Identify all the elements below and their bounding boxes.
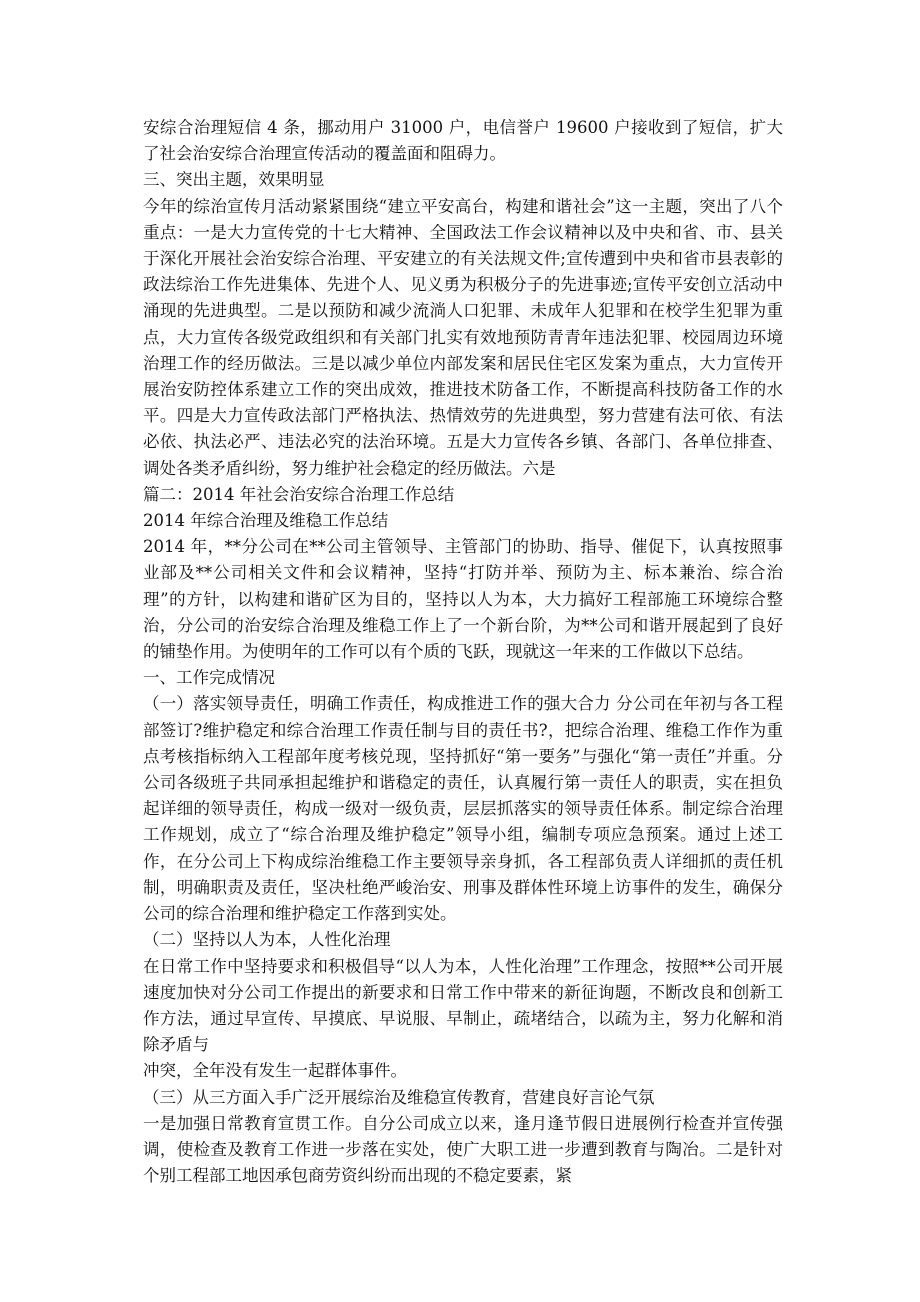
paragraph-education-detail: 一是加强日常教育宣贯工作。自分公司成立以来，逢月逢节假日进展例行检查并宣传强调，使检查及教育工作进一步落在实处，使广大职工进一步遭到教育与陶冶。二是针对个别工程部工地因承包商劳资纠纷而出现的不稳定要素，紧 <box>143 1113 783 1186</box>
heading-people-oriented: （二）坚持以人为本，人性化治理 <box>143 930 391 950</box>
paragraph-no-incidents: 冲突，全年没有发生一起群体事件。 <box>143 1061 407 1081</box>
paragraph-responsibility: （一）落实领导责任，明确工作责任，构成推进工作的强大合力 分公司在年初与各工程部签订?维护稳定和综合治理工作责任制与目的责任书?，把综合治理、维稳工作作为重点考核指标纳入工程部年度考核兑现，坚持抓好“第一要务”与强化“第一责任”并重。分公司各级班子共同承担起维护和谐稳定的责任，认真履行第一责任人的职责，实在担负起详细的领导责任，构成一级对一级负责，层层抓落实的领导责任体系。制定综合治理工作规划，成立了“综合治理及维护稳定”领导小组，编制专项应急预案。通过上述工作，在分公司上下构成综治维稳工作主要领导亲身抓，各工程部负责人详细抓的责任机制，明确职责及责任，坚决杜绝严峻治安、刑事及群体性环境上访事件的发生，确保分公司的综合治理和维护稳定工作落到实处。 <box>143 694 783 924</box>
paragraph-sms-coverage: 安综合治理短信 4 条，挪动用户 31000 户，电信誉户 19600 户接收到了短信，扩大了社会治安综合治理宣传活动的覆盖面和阻碍力。 <box>143 118 783 164</box>
heading-summary-title: 2014 年综合治理及维稳工作总结 <box>143 511 389 531</box>
heading-education: （三）从三方面入手广泛开展综治及维稳宣传教育，营建良好言论气氛 <box>143 1087 655 1107</box>
paragraph-daily-work: 在日常工作中坚持要求和积极倡导“以人为本，人性化治理”工作理念，按照**公司开展速度加快对分公司工作提出的新要求和日常工作中带来的新征询题，不断改良和创新工作方法，通过早宣传、早摸底、早说服、早制止，疏堵结合，以疏为主，努力化解和消除矛盾与 <box>143 956 783 1055</box>
heading-part-two: 篇二：2014 年社会治安综合治理工作总结 <box>143 484 455 504</box>
heading-section-three: 三、突出主题，效果明显 <box>143 170 325 190</box>
paragraph-publicity-focus: 今年的综治宣传月活动紧紧围绕“建立平安高台，构建和谐社会”这一主题，突出了八个重点：一是大力宣传党的十七大精神、全国政法工作会议精神以及中央和省、市、县关于深化开展社会治安综合治理、平安建立的有关法规文件;宣传遭到中央和省市县表彰的政法综治工作先进集体、先进个人、见义勇为积极分子的先进事迹;宣传平安创立活动中涌现的先进典型。二是以预防和减少流淌人口犯罪、未成年人犯罪和在校学生犯罪为重点，大力宣传各级党政组织和有关部门扎实有效地预防青青年违法犯罪、校园周边环境治理工作的经历做法。三是以减少单位内部发案和居民住宅区发案为重点，大力宣传开展治安防控体系建立工作的突出成效，推进技术防备工作，不断提高科技防备工作的水平。四是大力宣传政法部门严格执法、热情效劳的先进典型，努力营建有法可依、有法必依、执法必严、违法必究的法治环境。五是大力宣传各乡镇、各部门、各单位排查、调处各类矛盾纠纷，努力维护社会稳定的经历做法。六是 <box>143 196 783 478</box>
paragraph-intro: 2014 年，**分公司在**公司主管领导、主管部门的协助、指导、催促下，认真按照事业部及**公司相关文件和会议精神，坚持“打防并举、预防为主、标本兼治、综合治理”的方针，以构建和谐矿区为目的，坚持以人为本，大力搞好工程部施工环境综合整治，分公司的治安综合治理及维稳工作上了一个新台阶，为**公司和谐开展起到了良好的铺垫作用。为使明年的工作可以有个质的飞跃，现就这一年来的工作做以下总结。 <box>143 537 783 662</box>
document-body <box>143 115 783 1189</box>
heading-work-completion: 一、工作完成情况 <box>143 668 275 688</box>
